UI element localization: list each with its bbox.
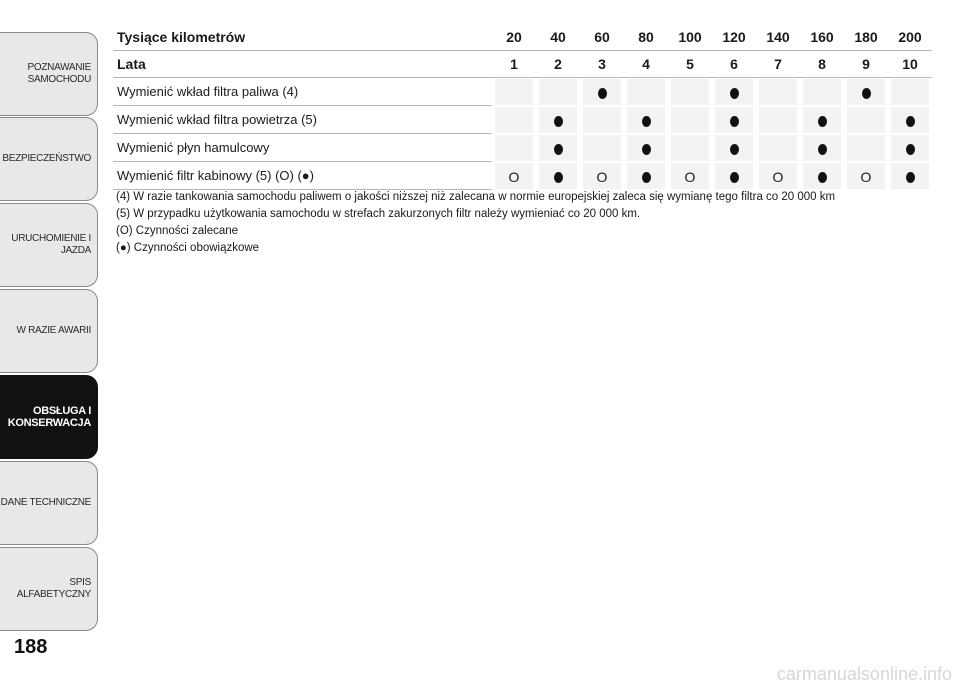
header-cell: 8	[800, 51, 844, 78]
mandatory-dot-icon	[818, 144, 827, 155]
footnote: (●) Czynności obowiązkowe	[116, 242, 260, 254]
row-label: Tysiące kilometrów	[113, 24, 492, 51]
schedule-cell	[536, 106, 580, 134]
mandatory-dot-icon	[730, 144, 739, 155]
schedule-cell	[668, 78, 712, 106]
header-cell: 5	[668, 51, 712, 78]
mandatory-dot-icon	[642, 144, 651, 155]
schedule-cell	[712, 162, 756, 190]
page-number: 188	[14, 636, 48, 658]
tab-bezpieczenstwo[interactable]: BEZPIECZEŃSTWO	[0, 117, 98, 201]
mandatory-dot-icon	[906, 172, 915, 183]
row-label: Wymienić filtr kabinowy (5) (O) (●)	[113, 162, 492, 190]
schedule-cell	[668, 134, 712, 162]
tab-poznawanie-samochodu[interactable]: POZNAWANIE SAMOCHODU	[0, 32, 98, 116]
row-label: Wymienić wkład filtra powietrza (5)	[113, 106, 492, 134]
mandatory-dot-icon	[554, 116, 563, 127]
schedule-cell	[536, 134, 580, 162]
schedule-cell	[624, 106, 668, 134]
schedule-cell	[492, 134, 536, 162]
schedule-cell	[844, 78, 888, 106]
schedule-cell	[844, 162, 888, 190]
watermark: carmanualsonline.info	[776, 664, 952, 684]
schedule-cell	[888, 106, 932, 134]
mandatory-dot-icon	[642, 172, 651, 183]
header-cell: 20	[492, 24, 536, 51]
recommended-circle-icon: O	[772, 168, 784, 185]
schedule-cell	[800, 162, 844, 190]
header-cell: 3	[580, 51, 624, 78]
schedule-cell	[844, 134, 888, 162]
schedule-cell	[888, 134, 932, 162]
header-cell: 2	[536, 51, 580, 78]
mandatory-dot-icon	[730, 88, 739, 99]
header-cell: 120	[712, 24, 756, 51]
header-cell: 1	[492, 51, 536, 78]
schedule-cell	[668, 162, 712, 190]
mandatory-dot-icon	[906, 144, 915, 155]
mandatory-dot-icon	[554, 144, 563, 155]
mandatory-dot-icon	[642, 116, 651, 127]
schedule-cell	[756, 134, 800, 162]
schedule-cell	[756, 106, 800, 134]
tab-obsluga-i-konserwacja[interactable]: OBSŁUGA I KONSERWACJA	[0, 375, 98, 459]
mandatory-dot-icon	[730, 116, 739, 127]
schedule-cell	[624, 162, 668, 190]
header-cell: 4	[624, 51, 668, 78]
tab-spis-alfabetyczny[interactable]: SPIS ALFABETYCZNY	[0, 547, 98, 631]
years-header-row	[113, 51, 932, 78]
tab-dane-techniczne[interactable]: DANE TECHNICZNE	[0, 461, 98, 545]
schedule-cell	[536, 78, 580, 106]
schedule-cell	[756, 78, 800, 106]
schedule-cell	[712, 78, 756, 106]
schedule-cell	[624, 78, 668, 106]
row-label: Wymienić wkład filtra paliwa (4)	[113, 78, 492, 106]
mandatory-dot-icon	[906, 116, 915, 127]
header-cell: 40	[536, 24, 580, 51]
tab-w-razie-awarii[interactable]: W RAZIE AWARII	[0, 289, 98, 373]
recommended-circle-icon: O	[508, 168, 520, 185]
schedule-cell	[492, 78, 536, 106]
schedule-row	[113, 106, 932, 134]
mandatory-dot-icon	[730, 172, 739, 183]
mandatory-dot-icon	[598, 88, 607, 99]
recommended-circle-icon: O	[860, 168, 872, 185]
header-cell: 200	[888, 24, 932, 51]
schedule-cell	[888, 162, 932, 190]
header-cell: 10	[888, 51, 932, 78]
header-cell: 9	[844, 51, 888, 78]
schedule-cell	[712, 106, 756, 134]
schedule-cell	[580, 134, 624, 162]
schedule-cell	[536, 162, 580, 190]
mandatory-dot-icon	[818, 172, 827, 183]
km-header-row	[113, 24, 932, 51]
recommended-circle-icon: O	[684, 168, 696, 185]
schedule-row	[113, 162, 932, 190]
recommended-circle-icon: O	[596, 168, 608, 185]
schedule-cell	[756, 162, 800, 190]
header-cell: 100	[668, 24, 712, 51]
header-cell: 6	[712, 51, 756, 78]
header-cell: 160	[800, 24, 844, 51]
header-cell: 7	[756, 51, 800, 78]
schedule-cell	[800, 78, 844, 106]
header-cell: 60	[580, 24, 624, 51]
schedule-row	[113, 134, 932, 162]
schedule-cell	[580, 106, 624, 134]
header-cell: 180	[844, 24, 888, 51]
schedule-cell	[712, 134, 756, 162]
footnote: (4) W razie tankowania samochodu paliwem o jakości niższej niż zalecana w normie europejskiej zaleca się wymianę tego filtra co 20 000 km	[116, 191, 836, 203]
mandatory-dot-icon	[862, 88, 871, 99]
mandatory-dot-icon	[554, 172, 563, 183]
footnote: (O) Czynności zalecane	[116, 225, 239, 237]
header-cell: 140	[756, 24, 800, 51]
schedule-cell	[580, 162, 624, 190]
row-label: Wymienić płyn hamulcowy	[113, 134, 492, 162]
schedule-cell	[580, 78, 624, 106]
schedule-cell	[800, 134, 844, 162]
maintenance-schedule-table	[113, 24, 932, 190]
mandatory-dot-icon	[818, 116, 827, 127]
row-label: Lata	[113, 51, 492, 78]
schedule-cell	[492, 162, 536, 190]
header-cell: 80	[624, 24, 668, 51]
footnotes	[116, 189, 835, 257]
schedule-cell	[888, 78, 932, 106]
tab-uruchomienie-i-jazda[interactable]: URUCHOMIENIE I JAZDA	[0, 203, 98, 287]
footnote: (5) W przypadku użytkowania samochodu w strefach zakurzonych filtr należy wymieniać co 20 000 km.	[116, 208, 641, 220]
schedule-cell	[668, 106, 712, 134]
schedule-cell	[800, 106, 844, 134]
schedule-row	[113, 78, 932, 106]
schedule-cell	[492, 106, 536, 134]
schedule-cell	[844, 106, 888, 134]
schedule-cell	[624, 134, 668, 162]
